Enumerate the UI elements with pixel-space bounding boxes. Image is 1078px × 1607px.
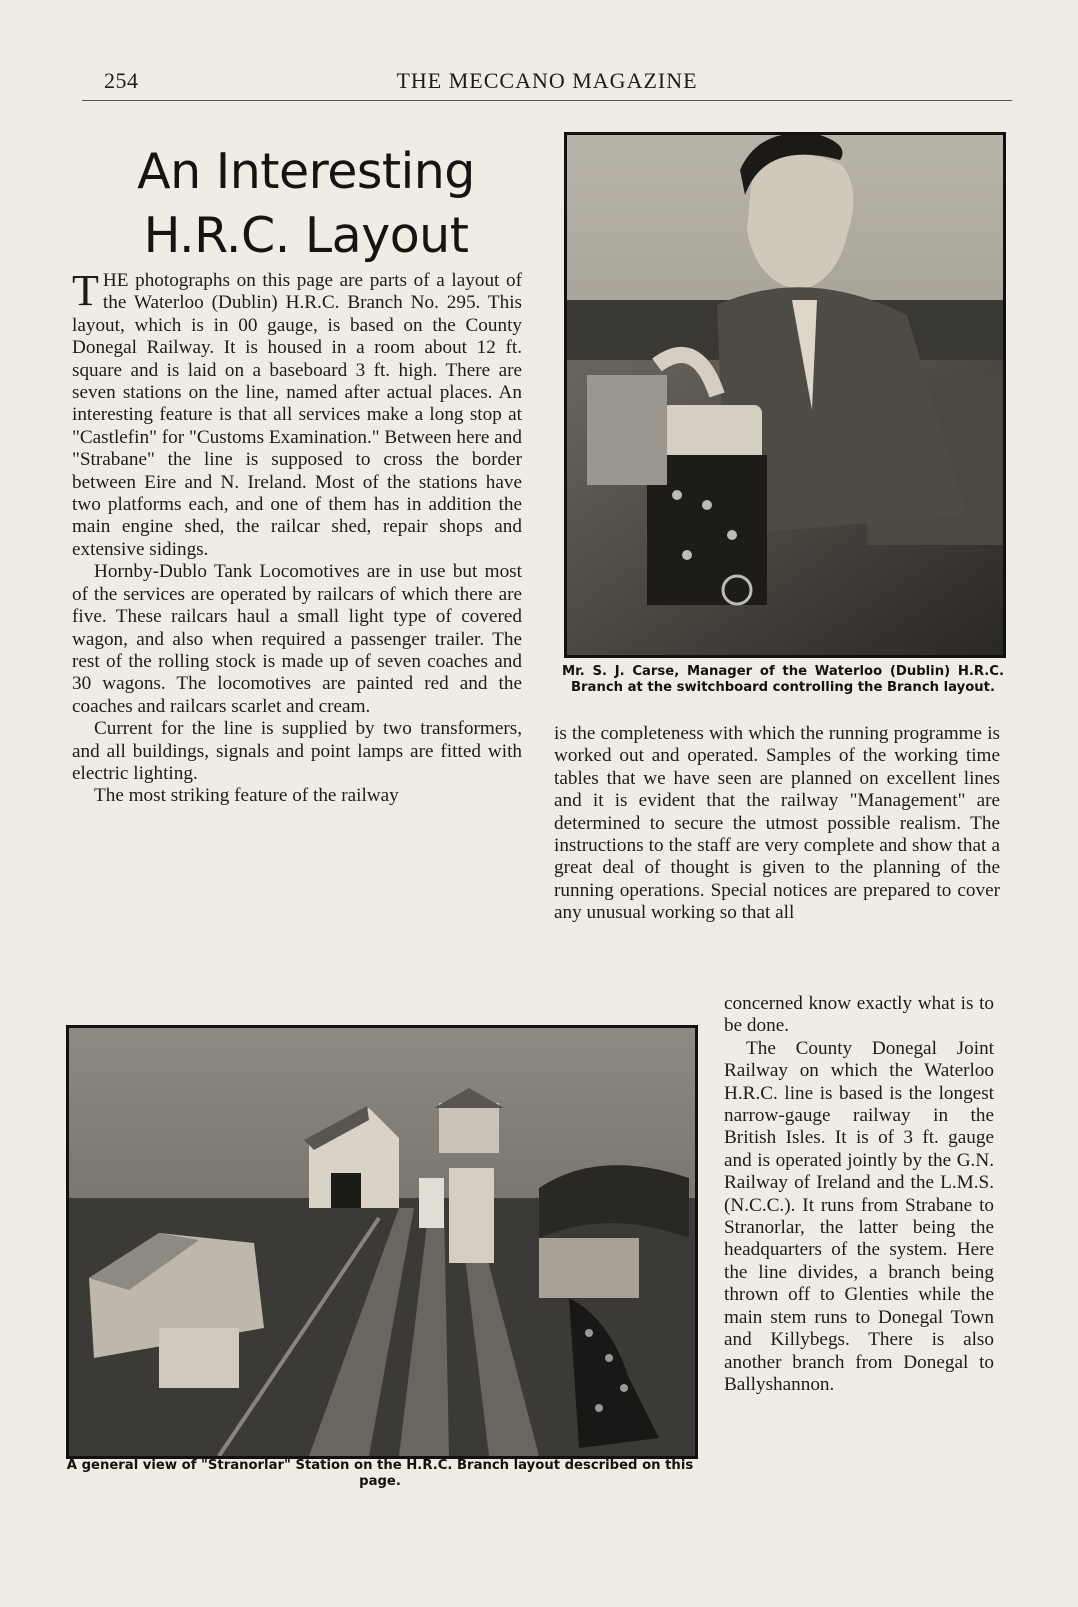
title-line-2: H.R.C. Layout	[143, 207, 469, 264]
layout-photo-image	[69, 1028, 695, 1456]
title-line-1: An Interesting	[137, 143, 475, 200]
layout-caption: A general view of "Stranorlar" Station on the H.R.C. Branch layout described on this page.	[66, 1458, 694, 1489]
paragraph-4: The most striking feature of the railway	[94, 785, 399, 807]
magazine-title: THE MECCANO MAGAZINE	[396, 68, 698, 93]
portrait-photo	[564, 132, 1006, 658]
paragraph-3: Current for the line is supplied by two transformers, and all buildings, signals and point lamps are fitted with electric lighting.	[72, 718, 522, 784]
left-column	[72, 266, 522, 808]
drop-cap: T	[72, 266, 99, 315]
article-title	[66, 140, 546, 268]
paragraph-2: Hornby-Dublo Tank Locomotives are in use but most of the services are operated by railcars of which there are five. These railcars haul a small light type of covered wagon, and also when required a passenger trailer. The rest of the rolling stock is made up of seven coaches and 30 wagons. The locomotives are painted red and the coaches and railcars scarlet and cream.	[72, 561, 522, 717]
paragraph-7: The County Donegal Joint Railway on which the Waterloo H.R.C. line is based is the longest narrow-gauge railway in the British Isles. It is of 3 ft. gauge and is operated jointly by the G.N. Railway of Ireland and the L.M.S. (N.C.C.). It runs from Strabane to Stranorlar, the latter being the headquarters of the system. Here the line divides, a branch being thrown off to Glenties while the main stem runs to Donegal Town and Killybegs. There is also another branch from Donegal to Ballyshannon.	[724, 1037, 994, 1395]
right-column	[554, 723, 1000, 925]
portrait-photo-image	[567, 135, 1003, 655]
portrait-caption: Mr. S. J. Carse, Manager of the Waterloo (Dublin) H.R.C. Branch at the switchboard controlling the Branch layout.	[562, 664, 1004, 695]
right-narrow-column	[724, 993, 994, 1396]
layout-photo	[66, 1025, 698, 1459]
paragraph-5: is the completeness with which the running programme is worked out and operated. Samples of the working time tables that we have seen are planned on excellent lines and it is evident that the railway "Management" are determined to secure the utmost possible realism. The instructions to the staff are very complete and show that a great deal of thought is given to the planning of the running operations. Special notices are prepared to cover any unusual working so that all	[554, 723, 1000, 924]
page-number: 254	[104, 68, 139, 93]
paragraph-1: THE photographs on this page are parts of a layout of the Waterloo (Dublin) H.R.C. Branch No. 295. This layout, which is in 00 gauge, is based on the County Donegal Railway. It is housed in a room about 12 ft. square and is laid on a baseboard 3 ft. high. There are seven stations on the line, named after actual places. An interesting feature is that all services make a long stop at "Castlefin" for "Customs Examination." Between here and "Strabane" the line is supposed to cross the border between Eire and N. Ireland. Most of the stations have two platforms each, and one of them has in addition the main engine shed, the railcar shed, repair shops and extensive sidings.	[72, 266, 522, 560]
paragraph-6: concerned know exactly what is to be done.	[724, 993, 994, 1037]
page-header	[82, 64, 1012, 101]
